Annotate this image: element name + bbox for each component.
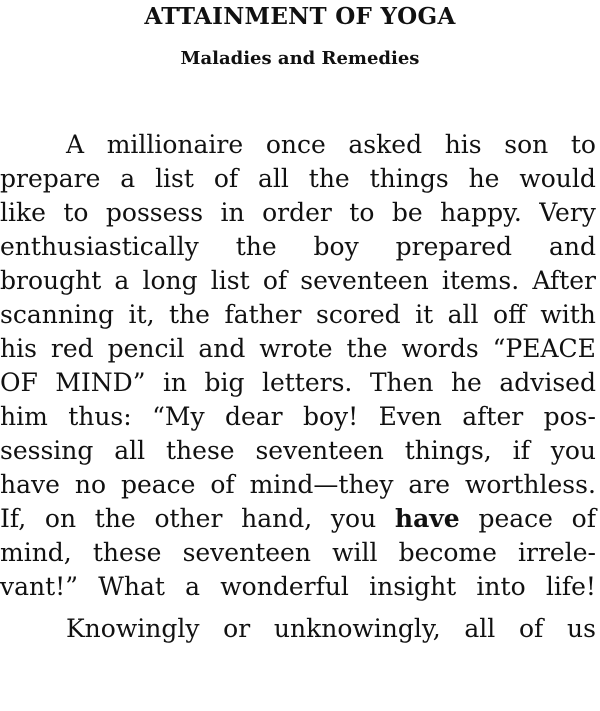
text-line: OF MIND” in big letters. Then he advised bbox=[0, 368, 596, 397]
text-line: A millionaire once asked his son to bbox=[66, 130, 596, 159]
chapter-subtitle: Maladies and Remedies bbox=[180, 48, 420, 69]
emphasized-word: have bbox=[394, 504, 460, 533]
text-line: him thus: “My dear boy! Even after pos- bbox=[0, 402, 596, 431]
text-line: mind, these seventeen will become irrele- bbox=[0, 538, 596, 567]
text-line: like to possess in order to be happy. Very bbox=[0, 198, 596, 227]
chapter-title: ATTAINMENT OF YOGA bbox=[144, 3, 456, 30]
text-line: sessing all these seventeen things, if you bbox=[0, 436, 596, 465]
text-line: Knowingly or unknowingly, all of us bbox=[66, 614, 596, 643]
text-line: brought a long list of seventeen items. After bbox=[0, 266, 596, 295]
text-line: vant!” What a wonderful insight into life! bbox=[0, 572, 596, 601]
text-line: have no peace of mind—they are worthless. bbox=[0, 470, 596, 499]
text-line: prepare a list of all the things he would bbox=[0, 164, 596, 193]
text-line: enthusiastically the boy prepared and bbox=[0, 232, 596, 261]
text-line: scanning it, the father scored it all off with bbox=[0, 300, 596, 329]
text-line: his red pencil and wrote the words “PEACE bbox=[0, 334, 596, 363]
text-line: If, on the other hand, you have peace of bbox=[0, 504, 596, 533]
